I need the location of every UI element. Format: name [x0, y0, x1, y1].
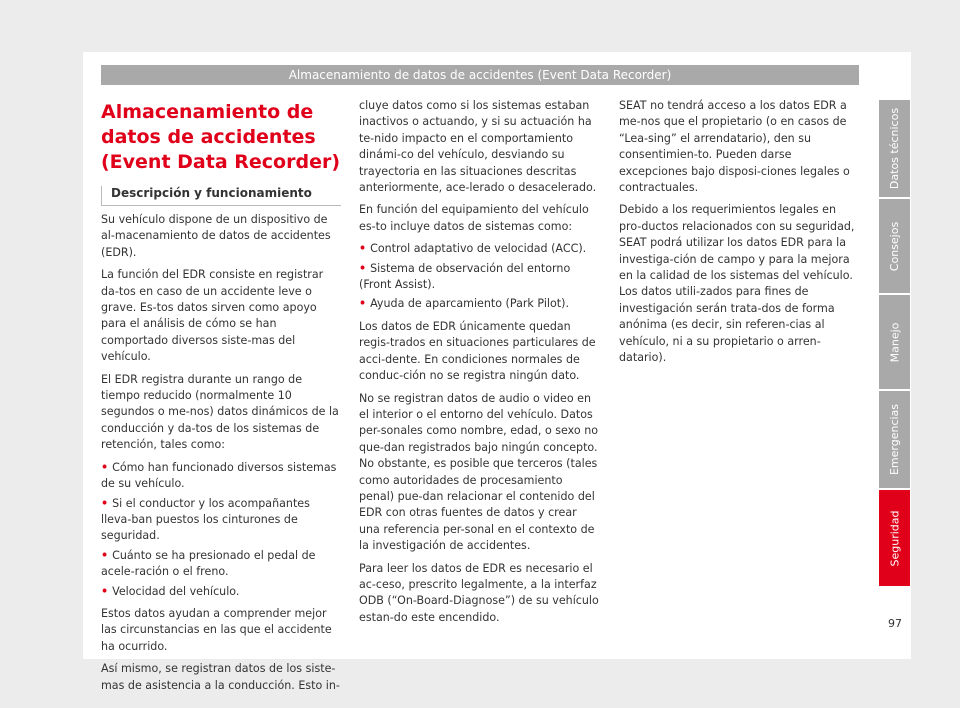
tab-label: Consejos — [888, 221, 901, 271]
bullet-text: Si el conductor y los acompañantes lleva-ban puestos los cinturones de seguridad. — [101, 496, 310, 543]
tab-label: Manejo — [888, 322, 902, 362]
tab-consejos[interactable] — [879, 199, 910, 293]
tab-label: Datos técnicos — [888, 107, 901, 190]
paragraph: Su vehículo dispone de un dispositivo de al-macenamiento de datos de accidentes (EDR). — [101, 213, 331, 259]
tab-label: Seguridad — [888, 510, 901, 566]
tab-seguridad[interactable] — [879, 490, 910, 586]
bullet-icon: • — [359, 297, 367, 311]
page-number: 97 — [888, 617, 902, 630]
bullet-item — [101, 548, 341, 581]
bullet-icon: • — [101, 584, 109, 598]
bullet-item — [359, 261, 599, 294]
column-1 — [101, 98, 341, 700]
bullet-icon: • — [101, 496, 109, 510]
bullet-text: Cómo han funcionado diversos sistemas de su vehículo. — [101, 460, 337, 491]
paragraph: cluye datos como si los sistemas estaban inactivos o actuando, y si su actuación ha te-nido impacto en el comportamiento dinámi-co del vehículo, desviando su trayectoria en las situaciones descritas anteriormente, ace-lerado o desacelerado. — [359, 99, 597, 195]
bullet-icon: • — [359, 242, 367, 256]
bullet-item — [359, 241, 599, 257]
bullet-item — [101, 496, 341, 545]
bullet-icon: • — [101, 460, 109, 474]
paragraph: El EDR registra durante un rango de tiempo reducido (normalmente 10 segundos o me-nos) datos dinámicos de la conducción y da-tos de los sistemas de retención, tales como: — [101, 372, 339, 452]
paragraph: Los datos de EDR únicamente quedan regis-trados en situaciones particulares de acci-dente. En condiciones normales de conduc-ción no se registra ningún dato. — [359, 319, 596, 383]
tab-datos-tecnicos[interactable] — [879, 100, 910, 197]
bullet-item — [101, 584, 341, 600]
paragraph: No se registran datos de audio o video en el interior o el entorno del vehículo. Datos per-sonales como nombre, edad, o sexo no que-dan registrados bajo ningún concepto. No obstante, es posible que terceros (tales como autoridades de procesamiento penal) pue-dan relacionar el contenido del EDR con otras fuentes de datos y crear una referencia per-sonal en el contexto de la investigación de accidentes. — [359, 391, 599, 553]
paragraph: SEAT no tendrá acceso a los datos EDR a me-nos que el propietario (o en casos de “Lea-sing” el arrendatario), den su consentimien-to. Pueden darse excepciones bajo disposi-ciones legales o contractuales. — [619, 99, 850, 195]
bullet-text: Velocidad del vehículo. — [112, 584, 240, 598]
bullet-text: Cuánto se ha presionado el pedal de acele-ración o el freno. — [101, 548, 316, 579]
paragraph: En función del equipamiento del vehículo es-to incluye datos de sistemas como: — [359, 203, 589, 233]
bullet-text: Sistema de observación del entorno (Front Assist). — [359, 261, 571, 292]
tab-manejo[interactable] — [879, 295, 910, 389]
paragraph: Debido a los requerimientos legales en pro-ductos relacionados con su seguridad, SEAT podrá utilizar los datos EDR para la investiga-ción de campo y para la mejora en la calidad de los sistemas del vehículo. Los datos utili-zados para fines de investigación serán trata-dos de forma anónima (es decir, sin referen-cias al vehículo, ni a su propietario o arren-datario). — [619, 203, 855, 365]
paragraph: Para leer los datos de EDR es necesario el ac-ceso, prescrito legalmente, a la interfaz ODB (“On-Board-Diagnose”) de su vehículo estan-do este encendido. — [359, 561, 599, 624]
bullet-text: Ayuda de aparcamiento (Park Pilot). — [370, 297, 569, 311]
tab-emergencias[interactable] — [879, 391, 910, 488]
bullet-item — [101, 460, 341, 493]
column-2 — [359, 98, 599, 632]
bullet-text: Control adaptativo de velocidad (ACC). — [370, 242, 587, 256]
paragraph: Así mismo, se registran datos de los siste-mas de asistencia a la conducción. Esto in- — [101, 662, 340, 692]
bullet-icon: • — [101, 548, 109, 562]
paragraph: La función del EDR consiste en registrar da-tos en caso de un accidente leve o grave. Es-tos datos sirven como apoyo para el análisis de cómo se han comportado diversos siste-mas del vehículo. — [101, 268, 324, 364]
section-title: Almacenamiento de datos de accidentes (Event Data Recorder) — [101, 101, 341, 173]
paragraph: Estos datos ayudan a comprender mejor las circunstancias en las que el accidente ha ocurrido. — [101, 606, 332, 653]
bullet-item — [359, 296, 599, 312]
bullet-icon: • — [359, 261, 367, 275]
running-header: Almacenamiento de datos de accidentes (Event Data Recorder) — [101, 65, 859, 85]
tab-label: Emergencias — [888, 403, 901, 476]
section-subtitle: Descripción y funcionamiento — [111, 186, 312, 200]
column-3 — [619, 98, 859, 373]
